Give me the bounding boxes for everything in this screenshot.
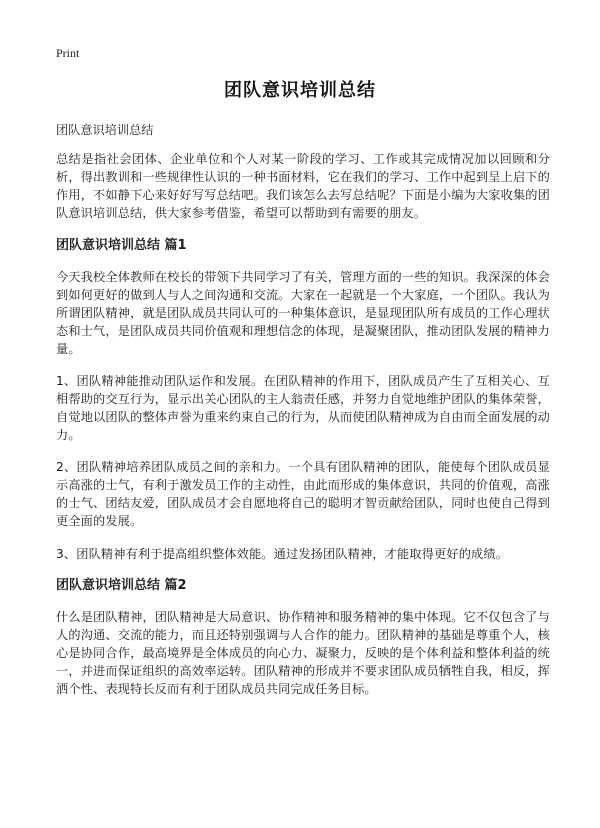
- document-body: [56, 150, 550, 712]
- document-subtitle: 团队意识培训总结: [56, 123, 154, 137]
- section-1-paragraph: 3、团队精神有利于提高组织整体效能。通过发扬团队精神，才能取得更好的成绩。: [56, 547, 509, 561]
- document-title: 团队意识培训总结: [224, 80, 376, 101]
- section-1-heading: 团队意识培训总结 篇1: [56, 238, 187, 253]
- section-1-paragraph: 今天我校全体教师在校长的带领下共同学习了有关，管理方面的一些的知识。我深深的体会到如何更好的做到人与人之间沟通和交流。大家在一起就是一个大家庭，一个团队。我认为所谓团队精神，就是团队成员共同认可的一种集体意识，是显现团队所有成员的工作心理状态和士气，是团队成员共同价值观和理想信念的体现，是凝聚团队，推动团队发展的精神力量。: [56, 270, 550, 356]
- section-1-paragraph: 2、团队精神培养团队成员之间的亲和力。一个具有团队精神的团队，能使每个团队成员显示高涨的士气，有利于激发员工作的主动性，由此而形成的集体意识，共同的价值观，高涨的士气、团结友爱，团队成员才会自愿地将自己的聪明才智贡献给团队，同时也使自己得到更全面的发展。: [56, 460, 550, 528]
- section-2-paragraph: 什么是团队精神，团队精神是大局意识、协作精神和服务精神的集中体现。它不仅包含了与人的沟通、交流的能力，而且还特别强调与人合作的能力。团队精神的基础是尊重个人，核心是协同合作，最高境界是全体成员的向心力、凝聚力，反映的是个体利益和整体利益的统一，并进而保证组织的高效率运转。团队精神的形成并不要求团队成员牺牲自我，相反，挥洒个性、表现特长反而有利于团队成员共同完成任务目标。: [56, 610, 550, 696]
- section-1-paragraph: 1、团队精神能推动团队运作和发展。在团队精神的作用下，团队成员产生了互相关心、互相帮助的交互行为，显示出关心团队的主人翁责任感，并努力自觉地维护团队的集体荣誉，自觉地以团队的整体声誉为重来约束自己的行为，从而使团队精神成为自由而全面发展的动力。: [56, 374, 550, 442]
- print-link[interactable]: Print: [56, 46, 80, 60]
- intro-paragraph: 总结是指社会团体、企业单位和个人对某一阶段的学习、工作或其完成情况加以回顾和分析，得出教训和一些规律性认识的一种书面材料，它在我们的学习、工作中起到呈上启下的作用，不如静下心来好好写写总结吧。我们该怎么去写总结呢？下面是小编为大家收集的团队意识培训总结，供大家参考借鉴，希望可以帮助到有需要的朋友。: [56, 152, 550, 220]
- section-2-heading: 团队意识培训总结 篇2: [56, 578, 187, 593]
